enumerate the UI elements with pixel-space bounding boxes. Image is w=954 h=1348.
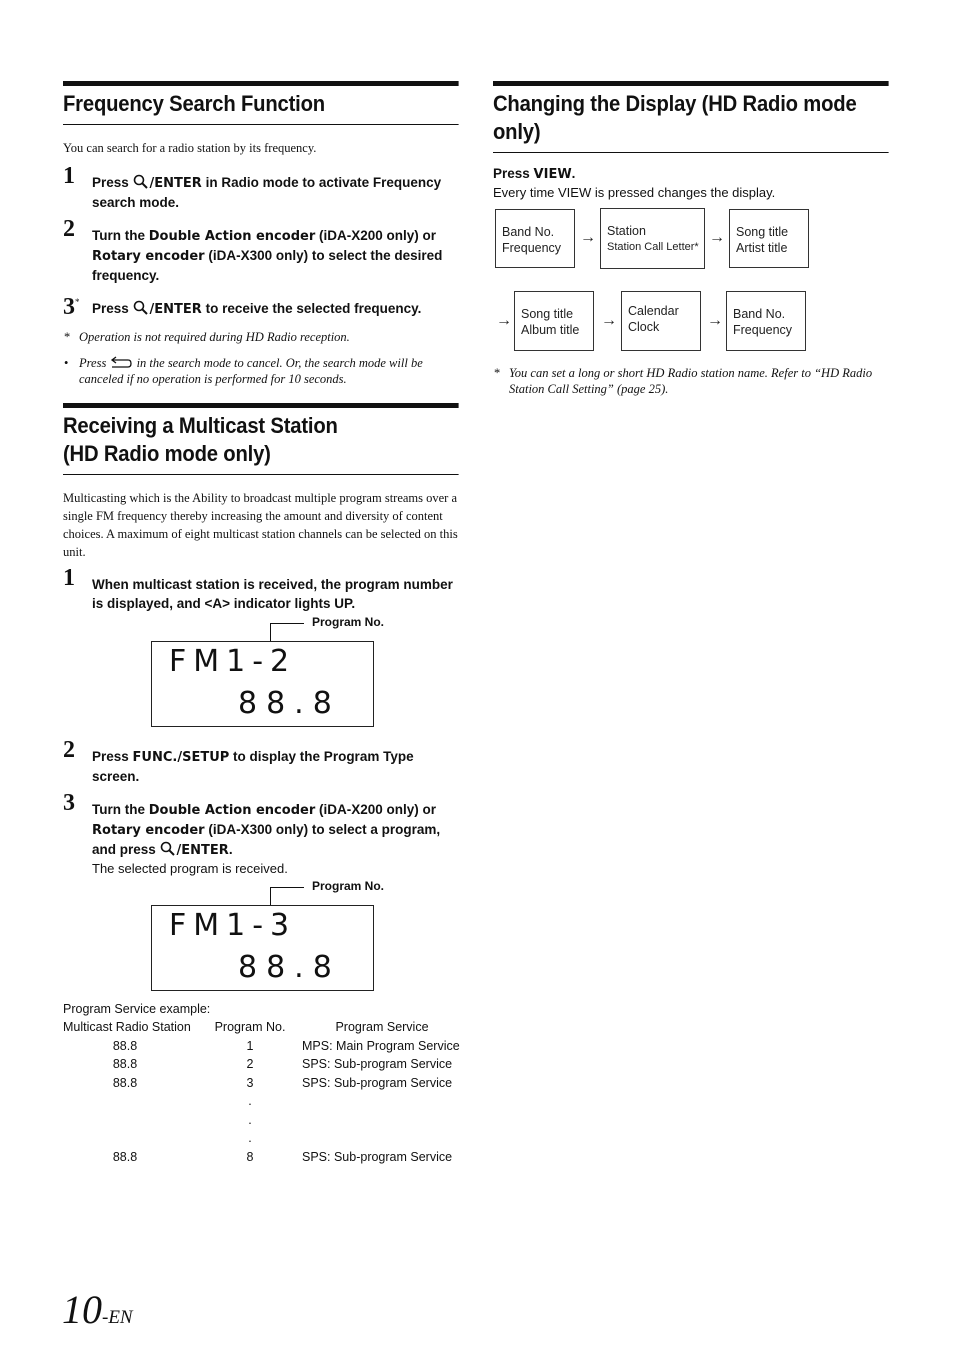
page-number: 10-EN (62, 1287, 133, 1332)
table-header-row (63, 1018, 467, 1037)
search-magnifier-icon (133, 174, 150, 189)
press-view-instruction: Press VIEW. (493, 166, 576, 182)
search-magnifier-icon (133, 300, 150, 315)
example-label: Program Service example: (63, 1002, 211, 1016)
arrow-right-icon: → (709, 229, 725, 246)
callout-line-horizontal (270, 887, 304, 888)
frequency-note-asterisk: * Operation is not required during HD Radio reception. (64, 330, 350, 344)
table-row: 88.8 8 SPS: Sub-program Service (112, 1149, 453, 1164)
changing-display-title: Changing the Display (HD Radio mode only) (493, 81, 888, 153)
lcd-display-program-2 (151, 641, 374, 727)
program-service-example (63, 1000, 473, 1166)
step-number: 3* (63, 294, 80, 320)
return-arrow-icon (109, 356, 133, 369)
step-number: 1 (63, 163, 75, 189)
table-row: 88.8 3 SPS: Sub-program Service (112, 1075, 453, 1090)
program-no-callout: Program No. (312, 879, 385, 893)
step-number: 3 (63, 790, 75, 816)
search-magnifier-icon (160, 841, 177, 856)
program-service-table (63, 1018, 467, 1166)
multicast-step-3: 3 Turn the Double Action encoder (iDA-X200 only) or Rotary encoder (iDA-X300 only) to select a program, and press /ENTER. The selected program is received. (63, 800, 461, 878)
frequency-step-2: 2 Turn the Double Action encoder (iDA-X200 only) or Rotary encoder (iDA-X300 only) to select the desired frequency. (63, 216, 443, 283)
step-number: 2 (63, 737, 75, 763)
display-box-song-artist: Song title Artist title (729, 209, 809, 268)
callout-line-horizontal (270, 623, 304, 624)
table-row: . (248, 1131, 252, 1146)
lcd-display-program-3 (151, 905, 374, 991)
frequency-search-intro: You can search for a radio station by its frequency. (63, 141, 317, 155)
column-header: Program Service (335, 1020, 429, 1035)
display-box-band-frequency: Band No. Frequency (726, 291, 806, 351)
column-header: Program No. (214, 1020, 286, 1035)
frequency-note-bullet: • Press in the search mode to cancel. Or, the search mode will be canceled if no operation is performed for 10 seconds. (64, 356, 423, 386)
multicast-intro: Multicasting which is the Ability to broadcast multiple program streams over a single FM frequency thereby increasing the amount and diversity of content choices. A maximum of eight multicast station channels can be selected on this unit. (63, 491, 458, 559)
multicast-title: Receiving a Multicast Station (HD Radio mode only) (63, 403, 458, 475)
view-description: Every time VIEW is pressed changes the display. (493, 185, 776, 200)
arrow-right-icon: → (707, 312, 723, 329)
display-box-band-frequency: Band No. Frequency (495, 209, 575, 268)
display-box-calendar-clock: Calendar Clock (621, 291, 701, 351)
display-box-song-album: Song title Album title (514, 291, 594, 351)
arrow-right-icon: → (601, 312, 617, 329)
frequency-step-1: 1 Press /ENTER in Radio mode to activate Frequency search mode. (63, 163, 442, 210)
arrow-right-icon: → (580, 229, 596, 246)
frequency-search-title: Frequency Search Function (63, 81, 458, 125)
step-number: 2 (63, 216, 75, 242)
table-row: 88.8 2 SPS: Sub-program Service (112, 1057, 453, 1072)
program-no-callout: Program No. (312, 615, 385, 629)
multicast-steps-2-3 (63, 737, 461, 878)
lcd-band-program: FM1-3 (169, 908, 297, 943)
multicast-step-1: 1 When multicast station is received, the program number is displayed, and <A> indicator lights UP. (63, 565, 453, 611)
display-note: * You can set a long or short HD Radio station name. Refer to “HD Radio Station Call Setting” (page 25). (494, 366, 873, 396)
display-box-station: Station Station Call Letter* (600, 208, 705, 269)
lcd-frequency: 88.8 (238, 686, 341, 721)
section-multicast (63, 403, 461, 613)
section-frequency-search (63, 81, 461, 387)
arrow-right-icon: → (496, 312, 512, 329)
table-row: . (248, 1094, 252, 1109)
table-row: . (248, 1112, 252, 1127)
frequency-step-3: 3* Press /ENTER to receive the selected frequency. (63, 294, 422, 320)
step-3-result: The selected program is received. (92, 861, 288, 876)
lcd-frequency: 88.8 (238, 950, 341, 985)
multicast-step-2: 2 Press FUNC./SETUP to display the Program Type screen. (63, 737, 414, 784)
table-row: 88.8 1 MPS: Main Program Service (112, 1038, 460, 1053)
step-number: 1 (63, 565, 75, 591)
section-changing-display (493, 81, 891, 202)
column-header: Multicast Radio Station (63, 1020, 191, 1035)
lcd-band-program: FM1-2 (169, 644, 297, 679)
